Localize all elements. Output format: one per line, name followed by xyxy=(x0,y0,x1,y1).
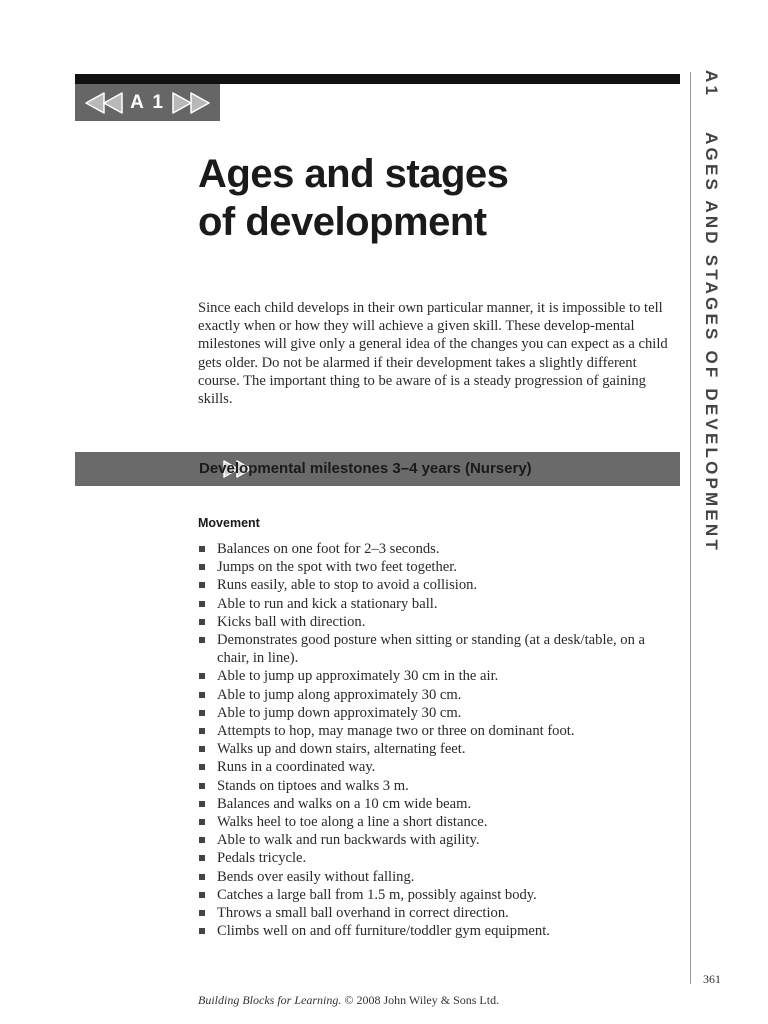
double-chevron-left-icon xyxy=(84,92,124,114)
list-item: Climbs well on and off furniture/toddler gym equipment. xyxy=(198,922,673,940)
subheading-movement: Movement xyxy=(198,516,260,530)
list-item: Stands on tiptoes and walks 3 m. xyxy=(198,777,673,795)
list-item: Able to run and kick a stationary ball. xyxy=(198,595,673,613)
list-item: Kicks ball with direction. xyxy=(198,613,673,631)
list-item: Catches a large ball from 1.5 m, possibly against body. xyxy=(198,886,673,904)
margin-rule xyxy=(690,72,691,984)
section-heading: Developmental milestones 3–4 years (Nursery) xyxy=(199,460,532,477)
list-item: Pedals tricycle. xyxy=(198,849,673,867)
list-item: Able to jump along approximately 30 cm. xyxy=(198,686,673,704)
footer-copyright: © 2008 John Wiley & Sons Ltd. xyxy=(344,993,500,1007)
list-item: Walks up and down stairs, alternating feet. xyxy=(198,740,673,758)
intro-paragraph: Since each child develops in their own particular manner, it is impossible to tell exactly when or how they will achieve a given skill. These develop-mental milestones will give only a general idea of the changes you can expect as a child gets older. Do not be alarmed if their development takes a slightly different course. The important thing to be aware of is a steady progression of gaining skills. xyxy=(198,300,668,408)
list-item: Balances on one foot for 2–3 seconds. xyxy=(198,540,673,558)
list-item: Demonstrates good posture when sitting or standing (at a desk/table, on a chair, in line). xyxy=(198,631,673,667)
list-item: Runs easily, able to stop to avoid a collision. xyxy=(198,576,673,594)
section-heading-bar xyxy=(75,452,680,486)
list-item: Jumps on the spot with two feet together. xyxy=(198,558,673,576)
page-title-line-2: of development xyxy=(198,200,487,244)
list-item: Able to walk and run backwards with agility. xyxy=(198,831,673,849)
section-tag xyxy=(75,84,220,121)
page-title xyxy=(198,150,668,246)
side-running-head-title: AGES AND STAGES OF DEVELOPMENT xyxy=(702,132,721,553)
list-item: Walks heel to toe along a line a short distance. xyxy=(198,813,673,831)
section-code: A 1 xyxy=(130,92,165,113)
double-chevron-right-icon xyxy=(171,92,211,114)
list-item: Bends over easily without falling. xyxy=(198,868,673,886)
side-running-head xyxy=(701,70,721,553)
footer-book-title: Building Blocks for Learning. xyxy=(198,993,342,1007)
page-number: 361 xyxy=(703,972,721,986)
milestone-list xyxy=(198,540,673,940)
top-rule xyxy=(75,74,680,84)
list-item: Attempts to hop, may manage two or three on dominant foot. xyxy=(198,722,673,740)
list-item: Throws a small ball overhand in correct direction. xyxy=(198,904,673,922)
list-item: Able to jump up approximately 30 cm in the air. xyxy=(198,667,673,685)
list-item: Able to jump down approximately 30 cm. xyxy=(198,704,673,722)
list-item: Balances and walks on a 10 cm wide beam. xyxy=(198,795,673,813)
footer xyxy=(198,993,499,1008)
list-item: Runs in a coordinated way. xyxy=(198,758,673,776)
side-running-head-code: A1 xyxy=(702,70,721,99)
page-title-line-1: Ages and stages xyxy=(198,152,509,196)
